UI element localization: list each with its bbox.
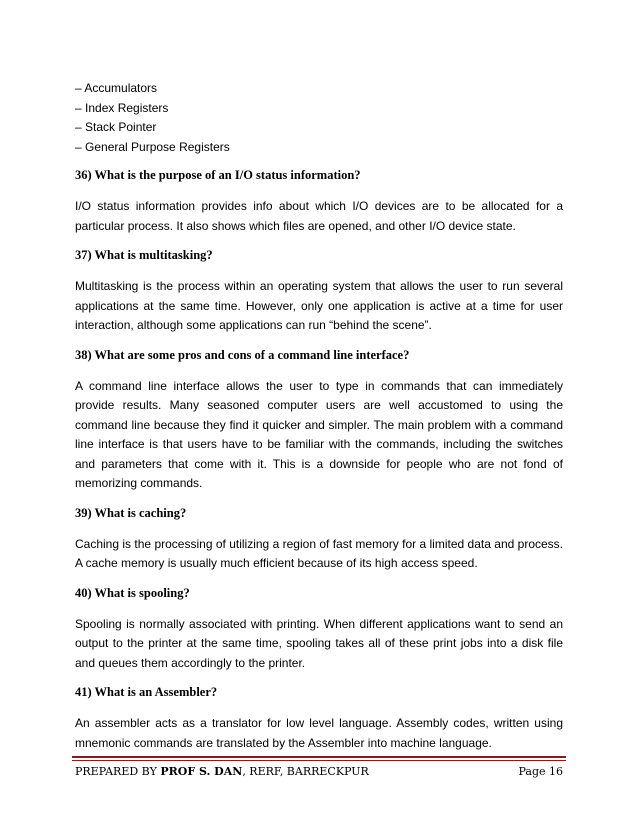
answer-paragraph: I/O status information provides info about which I/O devices are to be allocated for a particular process. It also shows which files are opened, and other I/O device state. (75, 199, 563, 233)
question-heading: 38) What are some pros and cons of a command line interface? (75, 347, 410, 362)
question-heading: 40) What is spooling? (75, 585, 190, 600)
question-heading: 41) What is an Assembler? (75, 685, 218, 699)
qa-section (75, 167, 563, 764)
list-item: – Index Registers (75, 100, 169, 115)
footer-prefix: PREPARED BY (75, 765, 161, 778)
question-heading: 36) What is the purpose of an I/O status information? (75, 168, 361, 182)
answer-paragraph: Caching is the processing of utilizing a region of fast memory for a limited data and process. A cache memory is usually much efficient because of its high access speed. (75, 536, 563, 570)
list-item: – General Purpose Registers (75, 139, 230, 154)
footer-author: PROF S. DAN (160, 765, 243, 778)
register-list (75, 79, 230, 157)
footer-suffix: , RERF, BARRECKPUR (242, 765, 369, 778)
answer-paragraph: A command line interface allows the user to type in commands that can immediately provide results. Many seasoned computer users are well accustomed to using the command line because they find it quicker and simpler. The main problem with a command line interface is that users have to be familiar with the commands, including the switches and parameters that come with it. This is a downside for people who are not fond of memorizing commands. (75, 378, 563, 490)
footer-credit (75, 765, 369, 779)
answer-paragraph: An assembler acts as a translator for low level language. Assembly codes, written using mnemonic commands are translated by the Assembler into machine language. (75, 716, 563, 750)
question-heading: 37) What is multitasking? (75, 248, 213, 262)
page-footer (75, 765, 563, 779)
footer-rule-thick (72, 756, 566, 758)
list-item: – Stack Pointer (75, 120, 157, 134)
page-number: Page 16 (518, 765, 563, 778)
answer-paragraph: Multitasking is the process within an operating system that allows the user to run several applications at the same time. However, only one application is active at a time for user interaction, although some applications can run “behind the scene”. (75, 279, 563, 332)
question-heading: 39) What is caching? (75, 505, 187, 520)
footer-rule-thin (72, 760, 566, 761)
answer-paragraph: Spooling is normally associated with printing. When different applications want to send an output to the printer at the same time, spooling takes all of these print jobs into a disk file and queues them accordingly to the printer. (75, 616, 563, 670)
list-item: – Accumulators (75, 81, 158, 95)
